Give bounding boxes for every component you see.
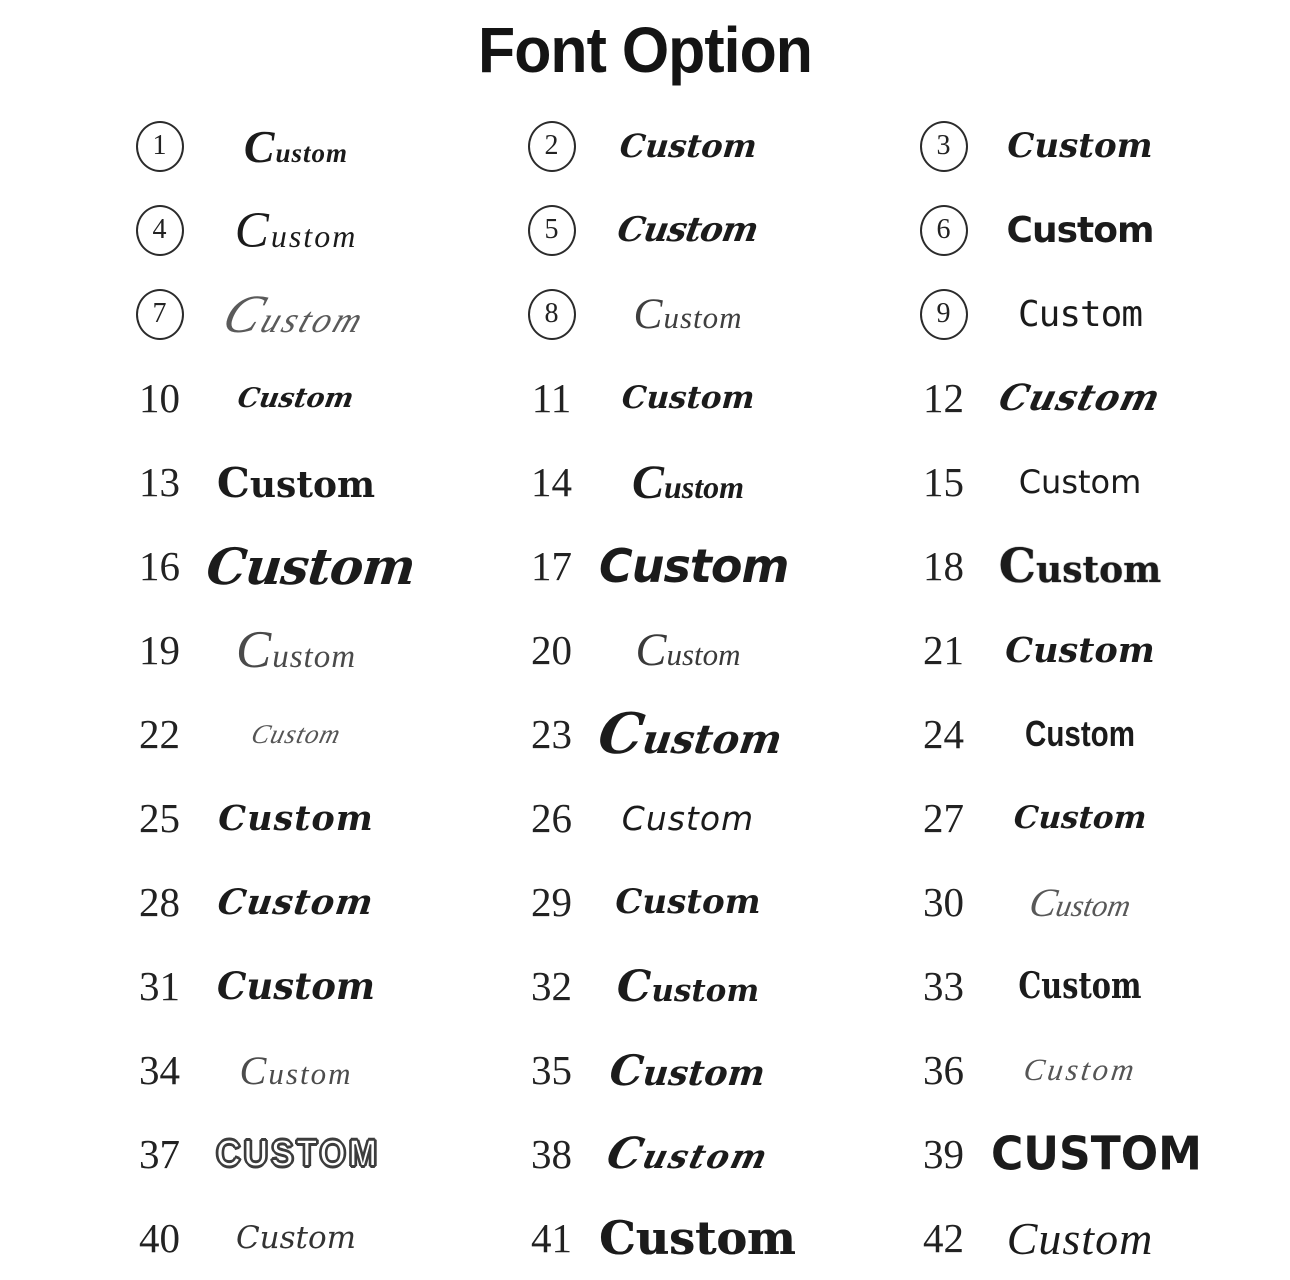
font-option-number: 39 (923, 1130, 964, 1177)
font-option-item (112, 356, 504, 440)
font-option-item (896, 944, 1288, 1028)
font-grid (112, 104, 1288, 1280)
font-option-number: 25 (139, 794, 180, 841)
font-option-number (112, 121, 207, 172)
font-sample-wrap (207, 383, 385, 414)
font-sample-script-vintage-flourish: Custom (631, 455, 745, 509)
font-sample-brush-bold: Custom (614, 210, 762, 250)
font-sample-script-light: Custom (633, 290, 743, 338)
font-sample-wrap (599, 455, 777, 510)
font-option-number: 40 (139, 1214, 180, 1261)
font-sample-italic-light: Custom (1021, 1052, 1139, 1087)
font-sample-script-compact-bold: Custom (235, 382, 357, 414)
font-sample-wrap (207, 620, 385, 680)
font-sample-wrap (594, 701, 786, 767)
font-sample-monospace-typewriter: Custom (1017, 293, 1143, 335)
font-option-item (112, 272, 504, 356)
font-sample-wrap (207, 1047, 385, 1094)
font-option-number: 23 (531, 710, 572, 757)
font-option-number: 21 (923, 626, 964, 673)
font-sample-serif-heavy: Custom (599, 1211, 796, 1265)
font-option-number: 19 (139, 626, 180, 673)
font-sample-wrap (207, 201, 385, 260)
font-sample-script-bold-crossbar: Custom (607, 1045, 768, 1095)
font-sample-rounded-groovy: Custom (1006, 209, 1154, 251)
font-sample-script-bold: Custom (1007, 126, 1153, 166)
font-option-number: 34 (139, 1046, 180, 1093)
font-option-number (896, 205, 991, 256)
font-option-number: 41 (531, 1214, 572, 1261)
font-option-number: 17 (531, 542, 572, 589)
font-sample-script-bold-slanted: Custom (994, 377, 1166, 419)
font-sample-wrap (599, 380, 777, 416)
font-option-number: 35 (531, 1046, 572, 1093)
font-option-item (504, 188, 896, 272)
font-sample-sans-bold-condensed: Custom (1025, 713, 1135, 754)
font-sample-script-flourish-light: Custom (235, 621, 357, 679)
font-sample-script-italic: Custom (617, 127, 759, 165)
font-option-item (896, 272, 1288, 356)
font-sample-script-bold-slant: Custom (601, 1129, 773, 1179)
font-sample-wrap (991, 1212, 1169, 1265)
font-sample-wrap (207, 1133, 389, 1176)
font-sample-serif-italic: Custom (1006, 1212, 1154, 1264)
font-option-number (896, 121, 991, 172)
font-option-number (504, 121, 599, 172)
font-sample-wrap (207, 964, 385, 1008)
circled-number-badge: 2 (528, 121, 576, 172)
font-option-item (896, 1196, 1288, 1280)
font-option-item (504, 692, 896, 776)
font-option-number: 36 (923, 1046, 964, 1093)
font-sample-sans-heavy-italic: Custom (599, 539, 789, 593)
font-option-number: 16 (139, 542, 180, 589)
font-option-number: 26 (531, 794, 572, 841)
font-sample-wrap (991, 800, 1169, 836)
circled-number-badge: 1 (136, 121, 184, 172)
font-option-number: 27 (923, 794, 964, 841)
font-option-number: 22 (139, 710, 180, 757)
circled-number-badge: 7 (136, 289, 184, 340)
circled-number-badge: 4 (136, 205, 184, 256)
font-option-number: 30 (923, 878, 964, 925)
font-option-number: 28 (139, 878, 180, 925)
font-option-number: 12 (923, 374, 964, 421)
font-sample-wrap (991, 879, 1169, 926)
font-option-item (896, 692, 1288, 776)
font-option-number: 20 (531, 626, 572, 673)
circled-number-badge: 3 (920, 121, 968, 172)
font-sample-script-bold-flowing: Custom (215, 881, 377, 923)
font-option-number: 15 (923, 458, 964, 505)
font-option-item (504, 356, 896, 440)
font-option-item (504, 776, 896, 860)
font-sample-wrap (599, 1046, 777, 1095)
font-sample-bubble-heavy: CUSTOM (991, 1127, 1202, 1181)
font-option-item (112, 608, 504, 692)
font-option-number: 10 (139, 374, 180, 421)
font-option-item (504, 608, 896, 692)
font-sample-wrap (991, 713, 1169, 755)
font-option-number: 42 (923, 1214, 964, 1261)
font-option-item (112, 944, 504, 1028)
font-option-item (896, 608, 1288, 692)
font-option-item (112, 524, 504, 608)
font-sample-wrap (599, 539, 788, 593)
font-sample-whimsical: Custom (1018, 463, 1142, 501)
font-option-number: 31 (139, 962, 180, 1009)
font-sample-script-light-slant: Custom (1025, 879, 1134, 925)
circled-number-badge: 8 (528, 289, 576, 340)
font-option-number: 14 (531, 458, 572, 505)
font-sample-script-elegant: Custom (234, 201, 358, 259)
font-sample-wrap (991, 377, 1169, 419)
font-option-item (896, 440, 1288, 524)
font-sample-wrap (991, 294, 1169, 335)
font-sample-wrap (991, 126, 1169, 166)
font-option-item (896, 860, 1288, 944)
font-sample-wrap (991, 463, 1169, 501)
font-option-item (112, 1028, 504, 1112)
font-sample-script-semibold: Custom (216, 964, 376, 1008)
font-option-item (896, 356, 1288, 440)
font-sample-script-bold: Custom (1005, 629, 1155, 671)
font-sample-retro-serif-bold: Custom (998, 538, 1162, 594)
font-sample-gothic-condensed-bold: Custom (1018, 965, 1142, 1007)
font-sample-script-bold: Custom (615, 882, 761, 922)
circled-number-badge: 9 (920, 289, 968, 340)
font-option-item (896, 188, 1288, 272)
font-option-item (504, 104, 896, 188)
font-sample-college-outline: CUSTOM (216, 1132, 380, 1175)
font-option-number (112, 289, 207, 340)
font-sample-wrap (207, 458, 385, 507)
font-sample-script-monogram: Custom (243, 120, 349, 172)
font-sample-script-bold-flourish: Custom (616, 960, 760, 1012)
font-sample-wrap (207, 120, 385, 173)
font-sample-wrap (207, 1220, 385, 1256)
font-option-item (504, 1028, 896, 1112)
font-option-number: 24 (923, 710, 964, 757)
font-sample-wrap (599, 961, 777, 1012)
page-title: Font Option (478, 14, 812, 86)
font-option-number: 13 (139, 458, 180, 505)
font-option-number (112, 205, 207, 256)
font-option-number: 11 (531, 374, 572, 421)
font-sample-script-flourish: Custom (635, 624, 741, 676)
font-option-number: 33 (923, 962, 964, 1009)
font-option-item (504, 944, 896, 1028)
font-option-number (504, 205, 599, 256)
font-sample-script-loopy-bold: Custom (594, 701, 786, 767)
font-sample-script-medium: Custom (620, 380, 756, 416)
font-sample-script-light-spaced: Custom (239, 1047, 353, 1093)
font-sample-handwritten-thin: Custom (248, 718, 345, 749)
font-option-number: 18 (923, 542, 964, 589)
font-option-number (504, 289, 599, 340)
font-sample-wrap (991, 1052, 1169, 1088)
font-option-item (896, 524, 1288, 608)
font-sample-wrap (207, 283, 385, 345)
font-option-item (504, 1112, 896, 1196)
font-sample-wrap (599, 1211, 796, 1265)
font-sample-wrap (599, 127, 777, 165)
font-option-number: 29 (531, 878, 572, 925)
font-option-item (896, 776, 1288, 860)
font-option-item (112, 1196, 504, 1280)
font-sample-wrap (599, 624, 777, 677)
font-sample-wrap (991, 210, 1169, 251)
font-sample-wrap (991, 965, 1169, 1007)
font-option-item (112, 440, 504, 524)
font-option-item (896, 1028, 1288, 1112)
font-option-item (112, 188, 504, 272)
font-option-number: 38 (531, 1130, 572, 1177)
font-option-item (112, 776, 504, 860)
font-sample-wrap (599, 799, 777, 838)
font-option-number: 37 (139, 1130, 180, 1177)
font-option-item (112, 860, 504, 944)
font-option-item (504, 1196, 896, 1280)
font-option-item (112, 104, 504, 188)
font-sample-wrap (599, 210, 777, 250)
font-option-item (896, 1112, 1288, 1196)
font-option-item (112, 1112, 504, 1196)
font-sample-script-heavy-large: Custom (203, 536, 418, 596)
font-option-number: 32 (531, 962, 572, 1009)
font-sample-wrap (991, 630, 1169, 671)
font-option-item (504, 272, 896, 356)
font-option-item (504, 524, 896, 608)
font-option-number (896, 289, 991, 340)
circled-number-badge: 6 (920, 205, 968, 256)
font-sample-wrap (991, 1129, 1202, 1180)
font-sample-monoline-script: Custom (621, 798, 755, 838)
font-sample-blackletter: Custom (216, 457, 376, 507)
font-sample-signature-thin: Custom (215, 284, 372, 344)
font-sample-wrap (599, 1129, 777, 1179)
font-sample-wrap (207, 882, 385, 923)
font-sample-wrap (991, 539, 1169, 594)
font-sample-wrap (207, 798, 385, 839)
font-sample-script-retro: Custom (218, 797, 374, 839)
font-option-item (896, 104, 1288, 188)
font-sample-script-medium-light: Custom (235, 1220, 357, 1256)
font-option-item (504, 860, 896, 944)
font-sample-wrap (599, 289, 777, 339)
font-sample-wrap (203, 536, 418, 596)
circled-number-badge: 5 (528, 205, 576, 256)
font-sample-wrap (207, 719, 385, 750)
font-option-item (112, 692, 504, 776)
font-sample-wrap (599, 882, 777, 922)
font-sample-script-medium-bold: Custom (1012, 800, 1148, 836)
font-option-item (504, 440, 896, 524)
